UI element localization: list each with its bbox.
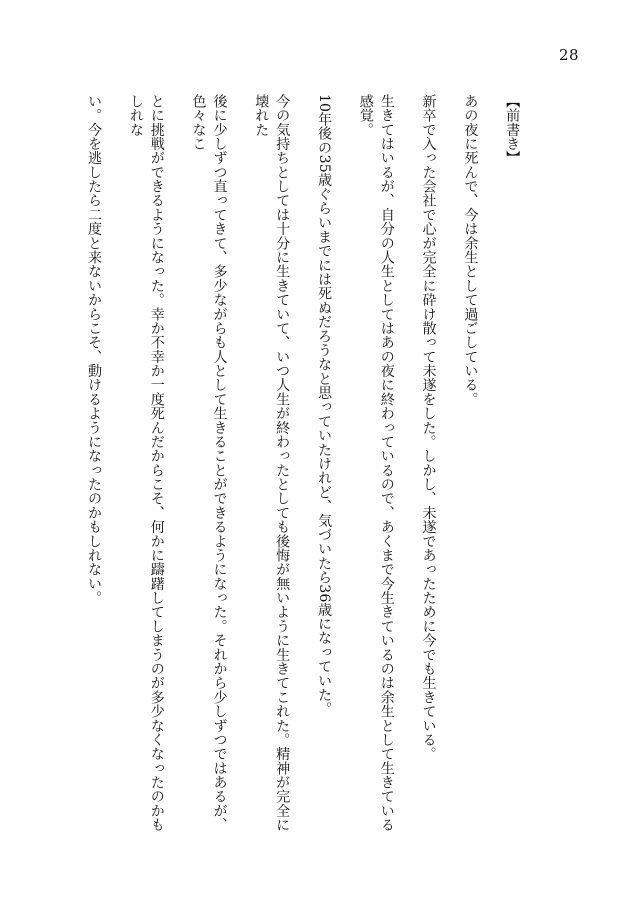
section-heading-foreword: 【前書き】 [504, 94, 521, 165]
page-number: 28 [559, 46, 580, 64]
text-line: 後に少しずつ直ってきて、多少ながらも人として生きることができるようになった。それから少しずつではあるが、色々なこ [190, 94, 228, 832]
vertical-body-text [0, 94, 564, 836]
text-line: とに挑戦ができるようになった。幸か不幸か一度死んだからこそ、何かに躊躇してしまうのが多少なくなったのかもしれな [127, 94, 165, 832]
text-line: あの夜に死んで、今は余生として過ごしている。 [462, 94, 479, 407]
text-line: 10年後の35歳ぐらいまでには死ぬだろうなと思っていたけれど、気づいたら36歳になっていた。 [316, 94, 333, 716]
text-line: い。今を逃したら二度と来ないからこそ、動けるようになったのかもしれない。 [86, 94, 103, 605]
text-line: 今の気持ちとしては十分に生きていて、いつ人生が終わったとしても後悔が無いように生きてこれた。精神が完全に壊れた [253, 94, 291, 832]
text-line: 新卒で入った会社で心が完全に砕け散って未遂をした。しかし、未遂であったために今でも生きている。 [420, 94, 437, 761]
text-line: 生きてはいるが、自分の人生としてはあの夜に終わっているので、あくまで今生きているのは余生として生きている感覚。 [357, 94, 395, 832]
